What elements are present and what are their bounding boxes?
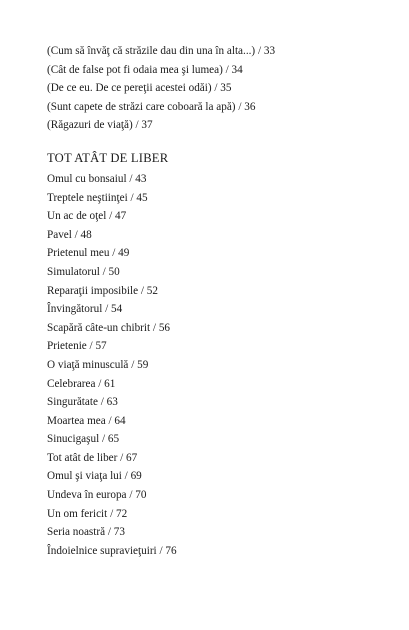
toc-entry: Reparaţii imposibile / 52	[47, 284, 158, 297]
toc-entry: Omul şi viaţa lui / 69	[47, 470, 142, 483]
toc-entry: Treptele neştiinţei / 45	[47, 191, 148, 204]
table-of-contents-page	[47, 42, 387, 560]
toc-entry: O viaţă minusculă / 59	[47, 358, 149, 371]
toc-entry: (De ce eu. De ce pereţii acestei odăi) / 35	[47, 82, 232, 95]
toc-entry: Prietenul meu / 49	[47, 247, 130, 260]
toc-entry: (Sunt capete de străzi care coboară la apă) / 36	[47, 100, 256, 113]
toc-entry: Seria noastră / 73	[47, 526, 125, 539]
toc-entry: Sinucigaşul / 65	[47, 433, 120, 446]
toc-entry: (Răgazuri de viaţă) / 37	[47, 119, 153, 132]
toc-entry: Tot atât de liber / 67	[47, 451, 138, 464]
toc-entry: Singurătate / 63	[47, 396, 118, 409]
toc-entry: Omul cu bonsaiul / 43	[47, 172, 147, 185]
toc-entry: Moartea mea / 64	[47, 414, 126, 427]
toc-entry: Undeva în europa / 70	[47, 489, 147, 502]
toc-entry: Simulatorul / 50	[47, 265, 120, 278]
toc-entry: Pavel / 48	[47, 228, 92, 241]
toc-entry: Prietenie / 57	[47, 340, 107, 353]
toc-entry: Celebrarea / 61	[47, 377, 116, 390]
toc-entry: Un ac de oţel / 47	[47, 210, 127, 223]
toc-entry: Scapără câte-un chibrit / 56	[47, 321, 171, 334]
toc-entry: Îndoielnice supravieţuiri / 76	[47, 544, 177, 557]
section-title: TOT ATÂT DE LIBER	[47, 150, 169, 165]
toc-entry: (Cum să învăţ că străzile dau din una în alta...) / 33	[47, 45, 276, 57]
top-entry-list	[47, 42, 387, 135]
toc-entry: (Cât de false pot fi odaia mea şi lumea) / 34	[47, 63, 243, 76]
toc-entry: Un om fericit / 72	[47, 507, 128, 520]
section-entry-list	[47, 170, 387, 560]
toc-entry: Învingătorul / 54	[47, 303, 123, 316]
